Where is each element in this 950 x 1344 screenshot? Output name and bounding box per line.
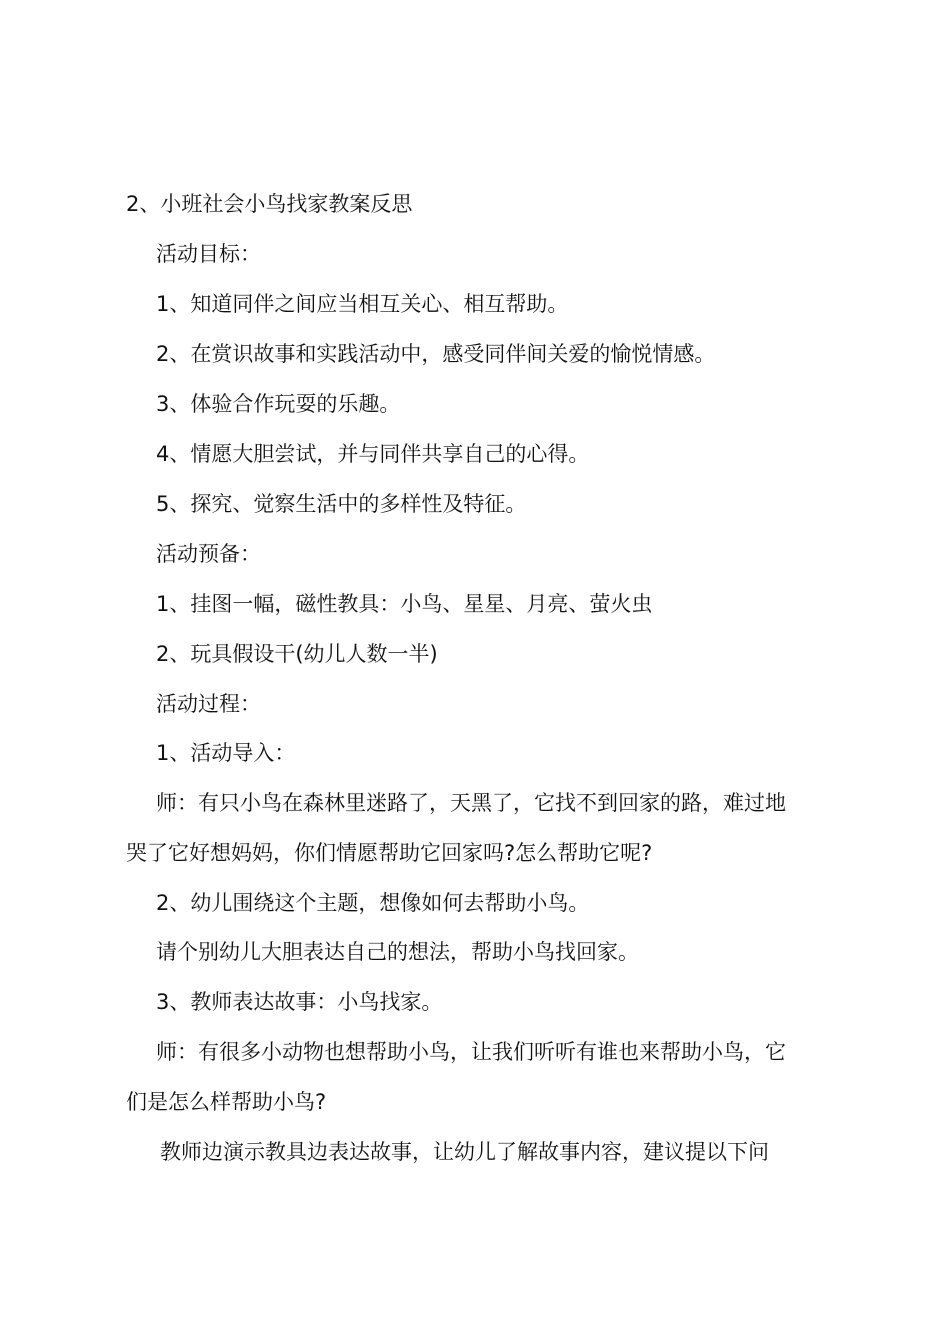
document-heading: 2、小班社会小鸟找家教案反思 (126, 192, 413, 216)
goal-item: 1、知道同伴之间应当相互关心、相互帮助。 (156, 292, 569, 316)
prep-item: 2、玩具假设干(幼儿人数一半) (156, 642, 438, 666)
teacher-dialogue-continued: 哭了它好想妈妈，你们情愿帮助它回家吗?怎么帮助它呢? (126, 841, 653, 865)
process-detail: 请个别幼儿大胆表达自己的想法，帮助小鸟找回家。 (156, 940, 639, 964)
goals-label: 活动目标： (156, 242, 261, 266)
process-label: 活动过程： (156, 692, 261, 716)
goal-item: 3、体验合作玩耍的乐趣。 (156, 392, 401, 416)
prep-label: 活动预备： (156, 542, 261, 566)
teacher-instruction: 教师边演示教具边表达故事，让幼儿了解故事内容，建议提以下问 (160, 1140, 769, 1164)
teacher-dialogue: 师：有很多小动物也想帮助小鸟，让我们听听有谁也来帮助小鸟，它 (156, 1040, 786, 1064)
teacher-dialogue-continued: 们是怎么样帮助小鸟? (126, 1090, 327, 1114)
goal-item: 2、在赏识故事和实践活动中，感受同伴间关爱的愉悦情感。 (156, 342, 716, 366)
goal-item: 5、探究、觉察生活中的多样性及特征。 (156, 492, 527, 516)
prep-item: 1、挂图一幅，磁性教具：小鸟、星星、月亮、萤火虫 (156, 592, 653, 616)
process-step: 1、活动导入： (156, 741, 296, 765)
teacher-dialogue: 师：有只小鸟在森林里迷路了，天黑了，它找不到回家的路，难过地 (156, 791, 786, 815)
process-step: 3、教师表达故事：小鸟找家。 (156, 990, 443, 1014)
goal-item: 4、情愿大胆尝试，并与同伴共享自己的心得。 (156, 442, 590, 466)
process-step: 2、幼儿围绕这个主题，想像如何去帮助小鸟。 (156, 891, 590, 915)
